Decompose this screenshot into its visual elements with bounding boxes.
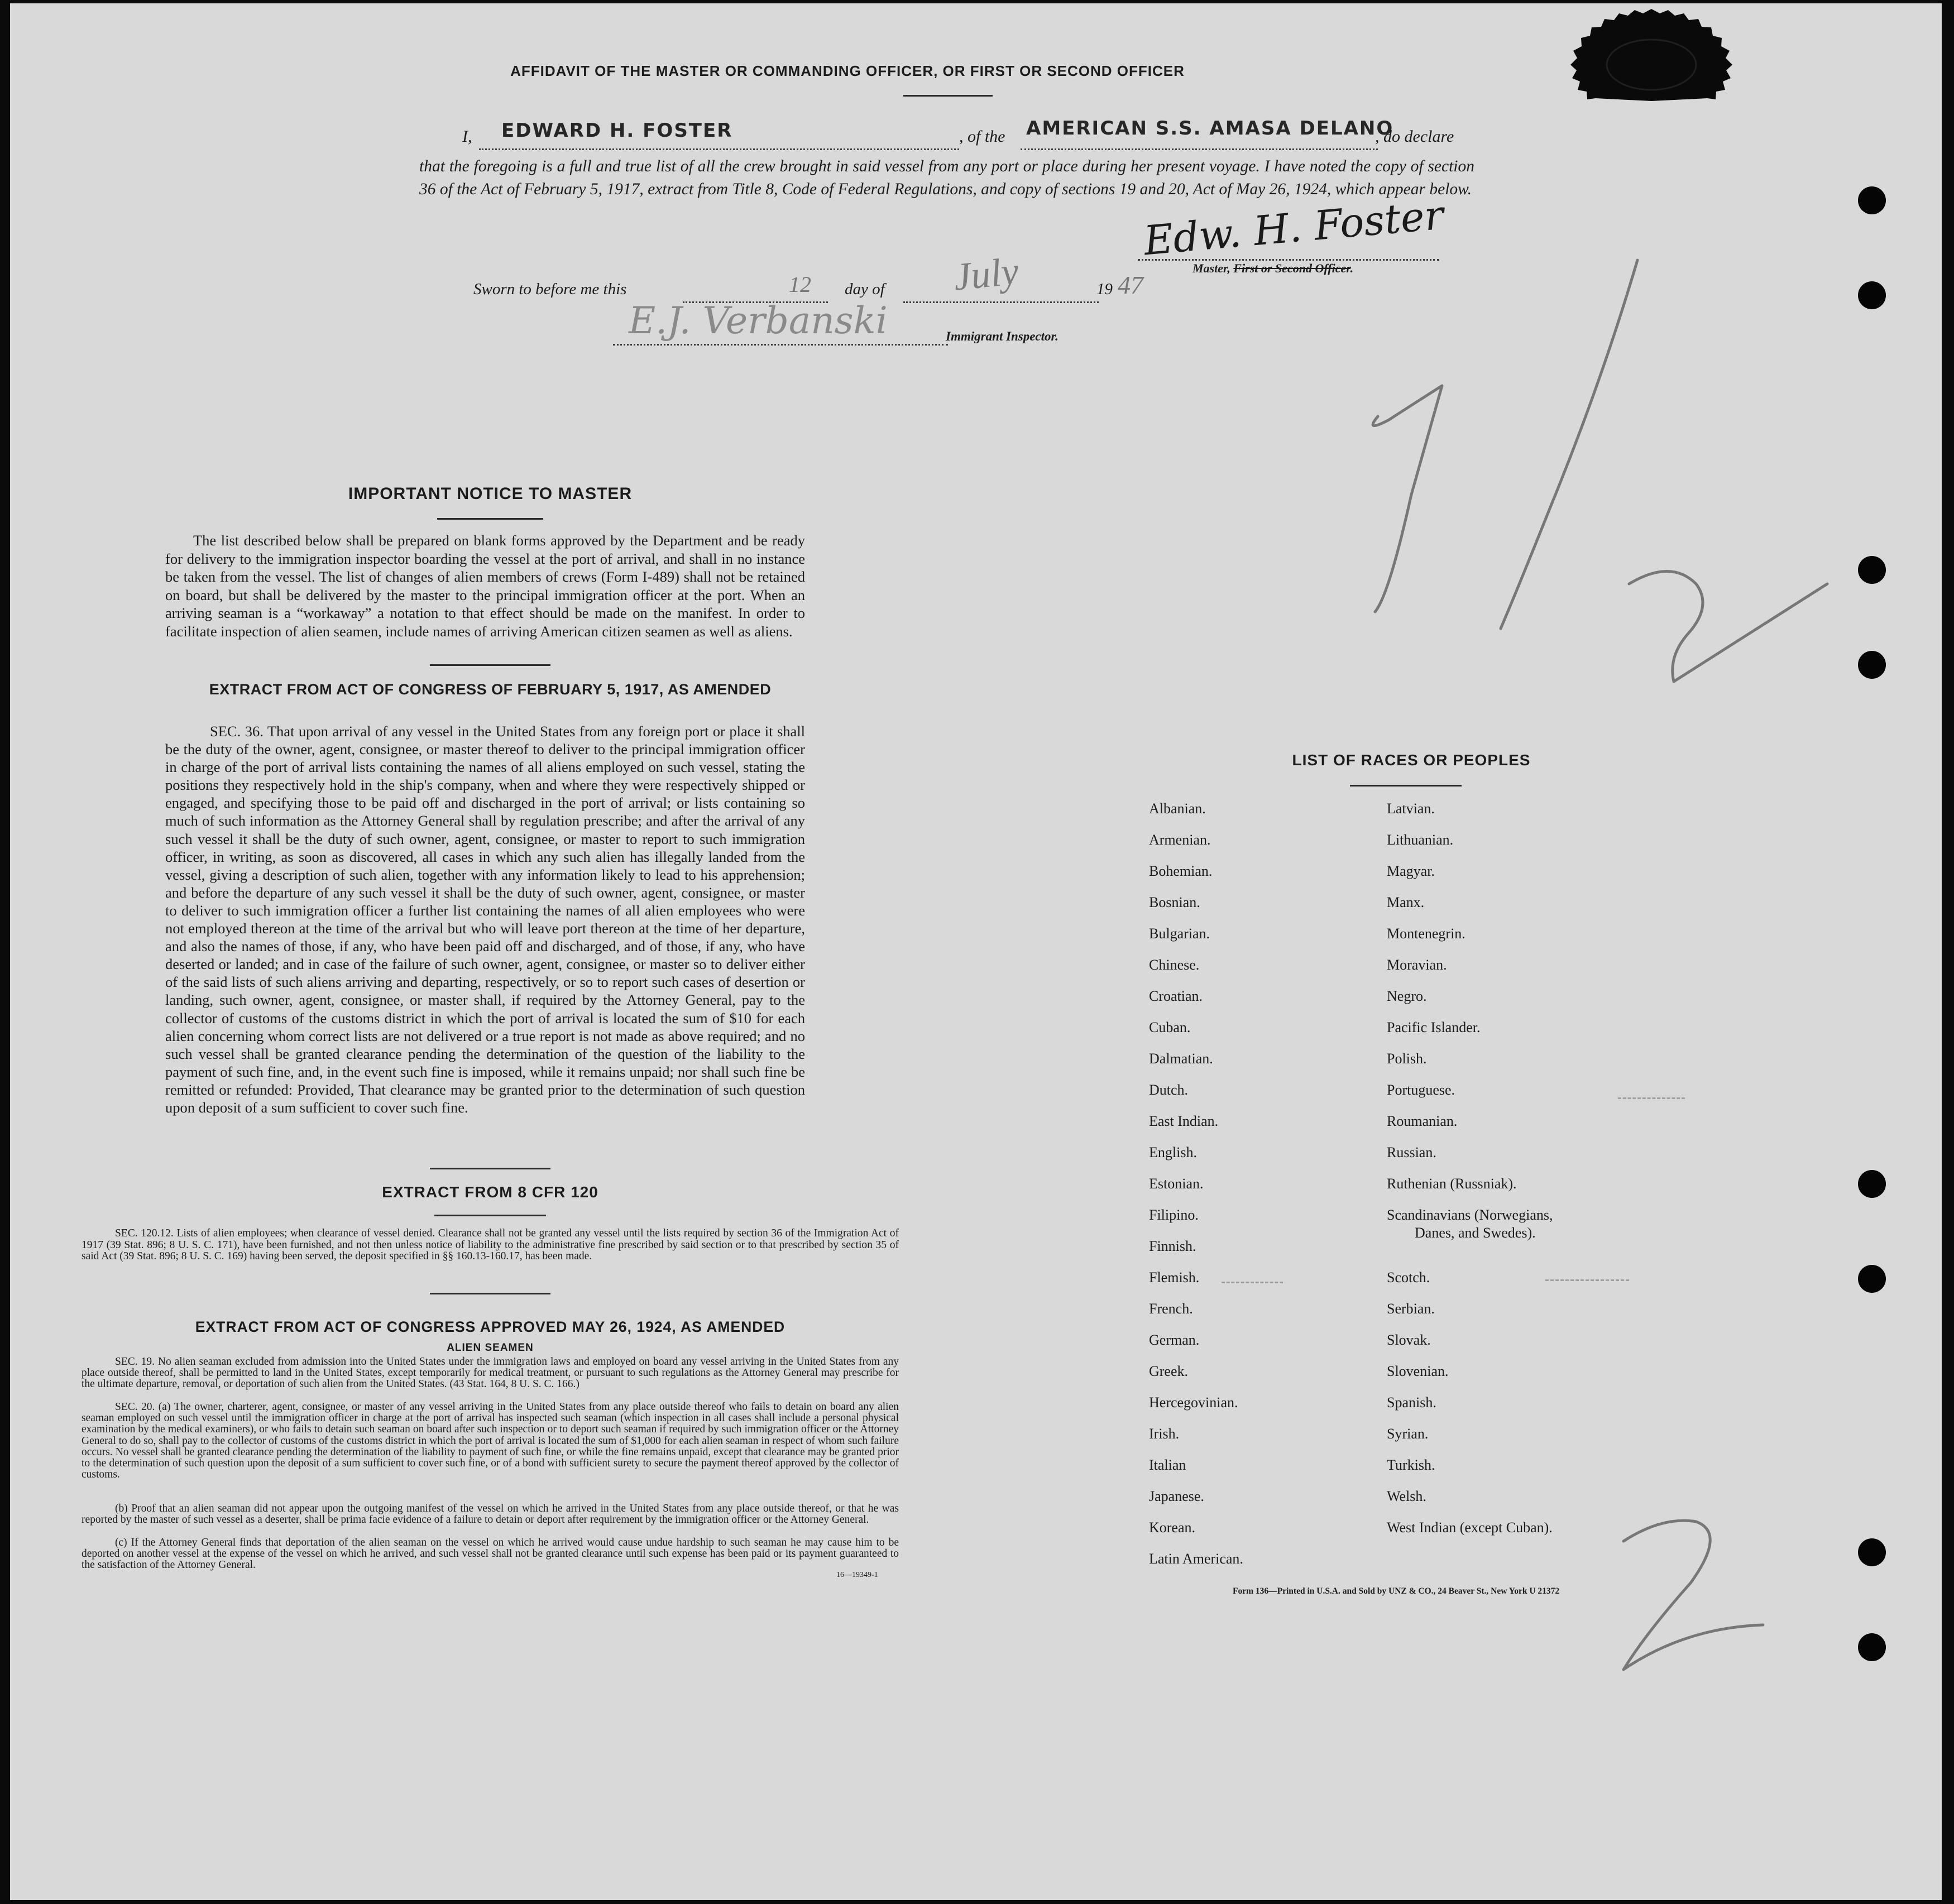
race-item: Bosnian.: [1149, 894, 1200, 910]
master-name: EDWARD H. FOSTER: [501, 119, 733, 142]
race-item: Italian: [1149, 1457, 1186, 1473]
month-line: [903, 301, 1099, 303]
printer-line: Form 136—Printed in U.S.A. and Sold by UNZ & CO., 24 Beaver St., New York U 21372: [1233, 1586, 1560, 1596]
race-item: East Indian.: [1149, 1113, 1219, 1129]
races-right-column: [1387, 800, 1699, 1551]
race-item: Magyar.: [1387, 863, 1435, 879]
pencil-annotation-corner: [1584, 1510, 1774, 1678]
sec19-body: SEC. 19. No alien seaman excluded from admission into the United States under the immigration laws and employed on board any vessel arriving in the United States from any place outside thereof, shall be permitted to land in the United States, except temporarily for medical treatment, or pursuant to such regulations as the Attorney General may prescribe for the ultimate departure, removal, or deportation of such alien from the United States. (43 Stat. 164, 8 U. S. C. 166.): [82, 1356, 899, 1390]
race-item: Irish.: [1149, 1426, 1180, 1442]
master-signature: Edw. H. Foster: [1142, 191, 1445, 265]
punch-hole: [1858, 1170, 1886, 1198]
race-item: Roumanian.: [1387, 1113, 1458, 1129]
race-item: Russian.: [1387, 1144, 1436, 1160]
race-item: Korean.: [1149, 1519, 1196, 1536]
race-item: French.: [1149, 1301, 1193, 1317]
extract-1917-body: SEC. 36. That upon arrival of any vessel in the United States from any foreign port or place it shall be the duty of the owner, agent, consignee, or master thereof to deliver to the principal immigration officer in charge of the port of arrival lists containing the names of all aliens employed on such vessel, stating the positions they respectively hold in the ship's company, when and where they were respectively shipped or engaged, and specifying those to be paid off and discharged in the port of arrival; or lists containing so much of such information as the Attorney General shall by regulation prescribe; and after the arrival of any such vessel it shall be the duty of such owner, agent, consignee, or master to report to such immigration officer, in writing, as soon as discovered, all cases in which any such alien has illegally landed from the vessel, giving a description of such alien, together with any information likely to lead to his apprehension; and before the departure of any such vessel it shall be the duty of such owner, agent, consignee, or master to deliver to such immigration officer a further list containing the names of all alien employees who were not employed thereon at the time of the arrival but who will leave port thereon at the time of her departure, and also the names of those, if any, who have been paid off and discharged, and of those, if any, who have deserted or landed; and in case of the failure of such owner, agent, consignee, or master so to deliver either of the said lists of such aliens arriving and departing, respectively, or so to report such cases of desertion or landing, such owner, agent, consignee, or master shall, if required by the Attorney General, pay to the collector of customs of the customs district in which the port of arrival is located the sum of $10 for each alien concerning whom correct lists are not delivered or a true report is not made as above required; and no such vessel shall be granted clearance pending the determination of the question of the liability to the payment of such fine, and, in the event such fine is imposed, while it remains unpaid; nor shall such fine be remitted or refunded: Provided, That clearance may be granted prior to the determination of such question upon deposit of a sum sufficient to cover such fine.: [165, 723, 805, 1116]
race-item: Chinese.: [1149, 957, 1200, 973]
race-item: Serbian.: [1387, 1301, 1435, 1317]
stray-mark: [1545, 1279, 1629, 1281]
affidavit-body: that the foregoing is a full and true list of all the crew brought in said vessel from any port or place during her present voyage. I have noted the copy of section 36 of the Act of February 5, 1917, extract from Title 8, Code of Federal Regulations, and copy of sections 19 and 20, Act of May 26, 1924, which appear below.: [419, 157, 1474, 198]
race-item: Danes, and Swedes).: [1415, 1225, 1536, 1241]
do-declare-label: , do declare: [1375, 127, 1454, 146]
race-item: Welsh.: [1387, 1488, 1426, 1504]
race-item: Portuguese.: [1387, 1082, 1455, 1098]
race-item: Bulgarian.: [1149, 925, 1210, 942]
race-item: Armenian.: [1149, 832, 1211, 848]
race-item: German.: [1149, 1332, 1200, 1348]
race-item: Flemish.: [1149, 1269, 1200, 1286]
race-item: Moravian.: [1387, 957, 1447, 973]
race-item: Croatian.: [1149, 988, 1203, 1004]
document-page: [10, 3, 1942, 1900]
punch-hole: [1858, 186, 1886, 214]
race-item: Estonian.: [1149, 1176, 1204, 1192]
master-title: Master, First or Second Officer.: [1192, 261, 1354, 275]
punch-hole: [1858, 1538, 1886, 1566]
race-item: Hercegovinian.: [1149, 1394, 1238, 1411]
race-item: Negro.: [1387, 988, 1427, 1004]
punch-hole: [1858, 1633, 1886, 1661]
notice-divider: [437, 518, 543, 520]
race-item: Slovak.: [1387, 1332, 1431, 1348]
race-item: Manx.: [1387, 894, 1425, 910]
cfr-divider: [434, 1215, 546, 1216]
section-divider: [430, 1168, 550, 1169]
stray-mark: [1618, 1097, 1685, 1099]
race-item: Scandinavians (Norwegians,: [1387, 1207, 1553, 1223]
inspector-signature: E.J. Verbanski: [629, 299, 888, 342]
race-item: Japanese.: [1149, 1488, 1204, 1504]
races-heading: LIST OF RACES OR PEOPLES: [1292, 751, 1531, 769]
race-item: Pacific Islander.: [1387, 1019, 1481, 1035]
section-divider: [430, 664, 550, 666]
alien-seamen-subheading: ALIEN SEAMEN: [447, 1342, 534, 1354]
sec20b-body: (b) Proof that an alien seaman did not appear upon the outgoing manifest of the vessel on which he arrived in the United States from any place outside thereof, or that he was reported by the master of such vessel as a deserter, shall be prima facie evidence of a failure to detain or deport after requirement by the immigration officer or the Attorney General.: [82, 1503, 899, 1526]
race-item: Dalmatian.: [1149, 1051, 1213, 1067]
sec20c-body: (c) If the Attorney General finds that deportation of the alien seaman on the vessel on which he arrived would cause undue hardship to such seaman he may cause him to be deported on another vessel at the expense of the vessel on which he arrived, and such vessel shall not be granted clearance until such expense has been paid or its payment guaranteed to the satisfaction of the Attorney General.: [82, 1537, 899, 1571]
name-line: [479, 148, 959, 150]
race-item: Scotch.: [1387, 1269, 1430, 1286]
form-code: 16—19349-1: [836, 1571, 878, 1579]
race-item: Albanian.: [1149, 800, 1206, 817]
sworn-label: Sworn to before me this: [473, 280, 627, 298]
day-of-label: day of: [845, 280, 885, 298]
section-divider: [430, 1293, 550, 1294]
stray-mark: [1222, 1282, 1283, 1283]
race-item: Finnish.: [1149, 1238, 1196, 1254]
inspector-line: [613, 344, 948, 346]
race-item: Latvian.: [1387, 800, 1435, 817]
race-item: Syrian.: [1387, 1426, 1429, 1442]
extract-1924-heading: EXTRACT FROM ACT OF CONGRESS APPROVED MAY 26, 1924, AS AMENDED: [195, 1318, 786, 1335]
race-item: Latin American.: [1149, 1551, 1243, 1567]
vessel-line: [1021, 148, 1378, 150]
race-item: Bohemian.: [1149, 863, 1213, 879]
race-item: Montenegrin.: [1387, 925, 1466, 942]
pencil-annotation: [1339, 249, 1875, 696]
race-item: Cuban.: [1149, 1019, 1191, 1035]
race-item: Polish.: [1387, 1051, 1427, 1067]
race-item: Slovenian.: [1387, 1363, 1449, 1379]
inspector-label: Immigrant Inspector.: [946, 329, 1059, 343]
race-item: English.: [1149, 1144, 1197, 1160]
vessel-name: AMERICAN S.S. AMASA DELANO: [1026, 117, 1394, 140]
notice-heading: IMPORTANT NOTICE TO MASTER: [348, 485, 633, 503]
heading-divider: [903, 95, 993, 97]
sworn-year: 47: [1118, 271, 1143, 299]
sworn-month: July: [951, 250, 1021, 299]
race-item: West Indian (except Cuban).: [1387, 1519, 1553, 1536]
affidavit-i-label: I,: [462, 127, 472, 146]
race-item: Turkish.: [1387, 1457, 1435, 1473]
race-item: Filipino.: [1149, 1207, 1199, 1223]
notary-seal: [1568, 9, 1735, 104]
notice-body: The list described below shall be prepared on blank forms approved by the Department and be ready for delivery to the immigration inspector boarding the vessel at the port of arrival, and shall in no instance be taken from the vessel. The list of changes of alien members of crews (Form I-489) shall not be retained on board, but shall be delivered by the master to the principal immigration officer at the port. When an arriving seaman is a “workaway” a notation to that effect should be made on the manifest. In order to facilitate inspection of alien seamen, include names of arriving American citizen seamen as well as aliens.: [165, 532, 805, 640]
master-label: Master,: [1192, 261, 1230, 275]
cfr-body: SEC. 120.12. Lists of alien employees; when clearance of vessel denied. Clearance shall not be granted any vessel until the lists required by section 36 of the Immigration Act of 1917 (39 Stat. 896; 8 U. S. C. 171), have been furnished, and not then unless notice of liability to the administrative fine prescribed by said section or to that prescribed by section 35 of said Act (39 Stat. 896; 8 U. S. C. 169) having been served, the deposit specified in §§ 160.13-160.17, has been made.: [82, 1227, 899, 1262]
of-the-label: , of the: [959, 127, 1005, 146]
cfr-heading: EXTRACT FROM 8 CFR 120: [382, 1183, 598, 1201]
race-item: Greek.: [1149, 1363, 1189, 1379]
race-item: Ruthenian (Russniak).: [1387, 1176, 1517, 1192]
extract-1917-heading: EXTRACT FROM ACT OF CONGRESS OF FEBRUARY 5, 1917, AS AMENDED: [209, 681, 772, 698]
sec20a-body: SEC. 20. (a) The owner, charterer, agent, consignee, or master of any vessel arriving in the United States from any place outside thereof who fails to detain on board any alien seaman employed on such vessel until the immigration officer in charge at the port of arrival has inspected such seaman (which inspection in all cases shall include a personal physical examination by the medical examiners), or who fails to detain such seaman on board after such inspection or to deport such seaman if required by such immigration officer or the Attorney General to do so, shall pay to the collector of customs of the customs district in which the port of arrival is located the sum of $1,000 for each alien seaman in respect of whom such failure occurs. No vessel shall be granted clearance pending the determination of the liability to payment of such fine, or while the fine remains unpaid, except that clearance may be granted prior to the determination of such question upon the deposit of a sum sufficient to cover such fine, or of a bond with sufficient surety to secure the payment thereof approved by the collector of customs.: [82, 1401, 899, 1481]
race-item: Spanish.: [1387, 1394, 1436, 1411]
struck-officer-label: First or Second Officer: [1233, 261, 1350, 275]
year-prefix: 19: [1096, 280, 1113, 298]
punch-hole: [1858, 1265, 1886, 1293]
race-item: Dutch.: [1149, 1082, 1189, 1098]
sworn-day: 12: [789, 272, 811, 297]
affidavit-heading: AFFIDAVIT OF THE MASTER OR COMMANDING OFFICER, OR FIRST OR SECOND OFFICER: [510, 63, 1185, 79]
races-left-column: [1149, 800, 1361, 1582]
races-divider: [1350, 785, 1462, 786]
race-item: Lithuanian.: [1387, 832, 1454, 848]
